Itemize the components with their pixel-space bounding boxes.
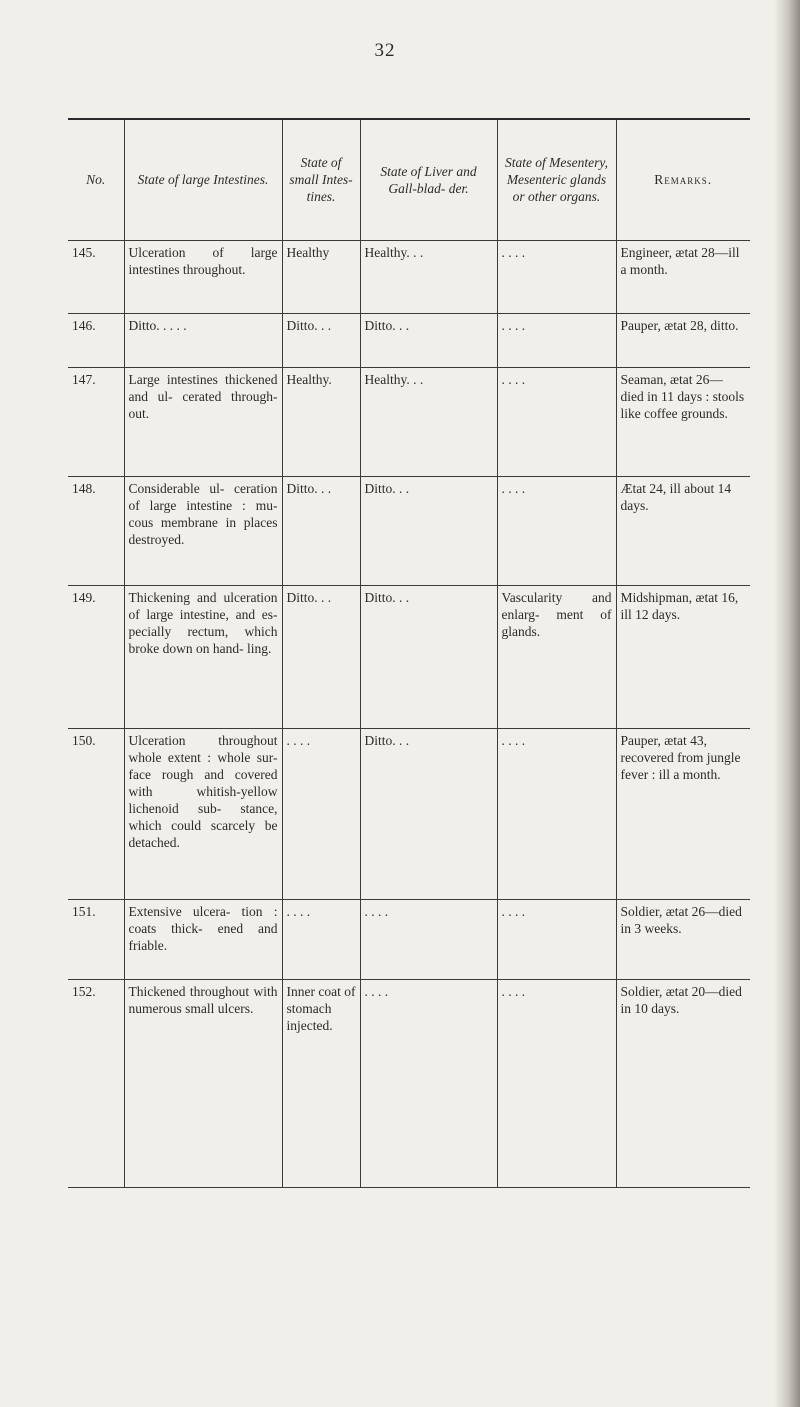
- header-small-intestines: State of small Intes- tines.: [282, 119, 360, 241]
- case-number: 147.: [68, 368, 124, 477]
- table-row: [68, 477, 750, 586]
- header-remarks: Remarks.: [616, 119, 750, 241]
- small-intestines-cell: Inner coat of stomach injected.: [282, 980, 360, 1188]
- mesentery-cell: Vascularity and enlarg- ment of glands.: [497, 586, 616, 729]
- large-intestines-cell: Considerable ul- ceration of large intestine : mu- cous membrane in places destroyed.: [124, 477, 282, 586]
- header-liver: State of Liver and Gall-blad- der.: [360, 119, 497, 241]
- mesentery-cell: . . . .: [497, 368, 616, 477]
- small-intestines-cell: Ditto. . .: [282, 477, 360, 586]
- case-number: 151.: [68, 900, 124, 980]
- liver-cell: . . . .: [360, 900, 497, 980]
- large-intestines-cell: Thickened throughout with numerous small ulcers.: [124, 980, 282, 1188]
- mesentery-cell: . . . .: [497, 477, 616, 586]
- large-intestines-cell: Extensive ulcera- tion : coats thick- ened and friable.: [124, 900, 282, 980]
- case-number: 150.: [68, 729, 124, 900]
- table-row: [68, 314, 750, 368]
- table-row: [68, 241, 750, 314]
- remarks-cell: Midshipman, ætat 16, ill 12 days.: [616, 586, 750, 729]
- small-intestines-cell: . . . .: [282, 729, 360, 900]
- large-intestines-cell: Ulceration of large intestines throughout.: [124, 241, 282, 314]
- case-number: 145.: [68, 241, 124, 314]
- table-row: [68, 729, 750, 900]
- liver-cell: Healthy. . .: [360, 368, 497, 477]
- small-intestines-cell: Ditto. . .: [282, 314, 360, 368]
- case-number: 146.: [68, 314, 124, 368]
- remarks-cell: Seaman, ætat 26—died in 11 days : stools like coffee grounds.: [616, 368, 750, 477]
- remarks-cell: Soldier, ætat 20—died in 10 days.: [616, 980, 750, 1188]
- remarks-cell: Soldier, ætat 26—died in 3 weeks.: [616, 900, 750, 980]
- small-intestines-cell: Healthy: [282, 241, 360, 314]
- liver-cell: . . . .: [360, 980, 497, 1188]
- table-row: [68, 368, 750, 477]
- header-no: No.: [68, 119, 124, 241]
- case-number: 149.: [68, 586, 124, 729]
- case-number: 152.: [68, 980, 124, 1188]
- remarks-cell: Engineer, ætat 28—ill a month.: [616, 241, 750, 314]
- header-mesentery: State of Mesentery, Mesenteric glands or other organs.: [497, 119, 616, 241]
- liver-cell: Ditto. . .: [360, 477, 497, 586]
- large-intestines-cell: Large intestines thickened and ul- cerated through- out.: [124, 368, 282, 477]
- small-intestines-cell: Ditto. . .: [282, 586, 360, 729]
- small-intestines-cell: Healthy.: [282, 368, 360, 477]
- header-large-intestines: State of large Intestines.: [124, 119, 282, 241]
- table-row: [68, 586, 750, 729]
- large-intestines-cell: Thickening and ulceration of large intestine, and es- pecially rectum, which broke down on hand- ling.: [124, 586, 282, 729]
- mesentery-cell: . . . .: [497, 980, 616, 1188]
- small-intestines-cell: . . . .: [282, 900, 360, 980]
- mesentery-cell: . . . .: [497, 314, 616, 368]
- table-row: [68, 980, 750, 1188]
- large-intestines-cell: Ulceration throughout whole extent : whole sur- face rough and covered with whitish-yellow lichenoid sub- stance, which could scarcely be detached.: [124, 729, 282, 900]
- page-edge-shadow: [774, 0, 800, 1407]
- table-row: [68, 900, 750, 980]
- remarks-cell: Ætat 24, ill about 14 days.: [616, 477, 750, 586]
- liver-cell: Ditto. . .: [360, 729, 497, 900]
- page-number: 32: [374, 40, 396, 61]
- remarks-cell: Pauper, ætat 28, ditto.: [616, 314, 750, 368]
- large-intestines-cell: Ditto. . . . .: [124, 314, 282, 368]
- mesentery-cell: . . . .: [497, 900, 616, 980]
- liver-cell: Ditto. . .: [360, 314, 497, 368]
- liver-cell: Healthy. . .: [360, 241, 497, 314]
- mesentery-cell: . . . .: [497, 729, 616, 900]
- case-number: 148.: [68, 477, 124, 586]
- case-table: [68, 118, 750, 1188]
- liver-cell: Ditto. . .: [360, 586, 497, 729]
- header-row: [68, 119, 750, 241]
- mesentery-cell: . . . .: [497, 241, 616, 314]
- remarks-cell: Pauper, ætat 43, recovered from jungle fever : ill a month.: [616, 729, 750, 900]
